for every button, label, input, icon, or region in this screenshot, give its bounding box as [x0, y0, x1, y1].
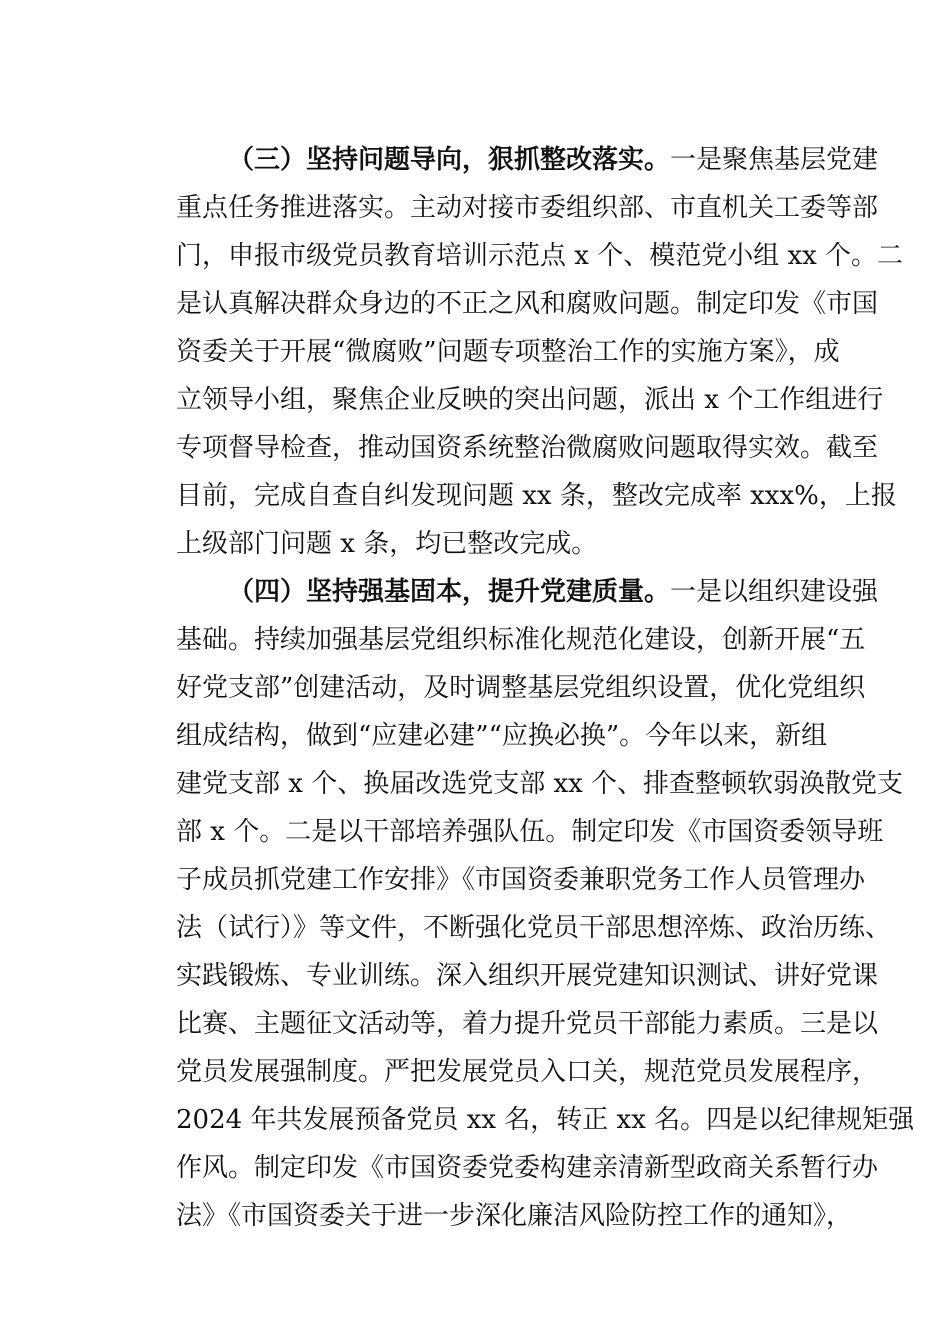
section-3-line: 资委关于开展“微腐败”问题专项整治工作的实施方案》，成 [176, 337, 840, 367]
section-3-heading: （三）坚持问题导向，狠抓整改落实。 [228, 145, 671, 175]
section-4-line: 实践锻炼、专业训练。深入组织开展党建知识测试、讲好党课 [176, 961, 879, 991]
section-4-line: 比赛、主题征文活动等，着力提升党员干部能力素质。三是以 [176, 1009, 879, 1039]
section-3-line: 立领导小组，聚焦企业反映的突出问题，派出 x 个工作组进行 [176, 385, 884, 415]
section-3-first-line [228, 136, 888, 184]
section-4-line: 建党支部 x 个、换届改选党支部 xx 个、排查整顿软弱涣散党支 [176, 769, 904, 799]
section-3-line: 是认真解决群众身边的不正之风和腐败问题。制定印发《市国 [176, 289, 879, 319]
section-4-line: 党员发展强制度。严把发展党员入口关，规范党员发展程序， [176, 1057, 879, 1087]
section-4-line: 组成结构，做到“应建必建”“应换必换”。今年以来，新组 [176, 721, 828, 751]
section-4-line: 好党支部”创建活动，及时调整基层党组织设置，优化党组织 [176, 673, 866, 703]
section-4-line: 部 x 个。二是以干部培养强队伍。制定印发《市国资委领导班 [176, 817, 884, 847]
section-3-line: 专项督导检查，推动国资系统整治微腐败问题取得实效。截至 [176, 433, 879, 463]
section-4-line: 法》《市国资委关于进一步深化廉洁风险防控工作的通知》， [176, 1201, 853, 1231]
section-4-line: 法（试行）》等文件，不断强化党员干部思想淬炼、政治历练、 [176, 913, 892, 943]
section-4-line: 作风。制定印发《市国资委党委构建亲清新型政商关系暂行办 [176, 1153, 879, 1183]
section-4-heading: （四）坚持强基固本，提升党建质量。 [228, 577, 671, 607]
section-3-line: 目前，完成自查自纠发现问题 xx 条，整改完成率 xxx%，上报 [176, 481, 897, 511]
section-3-line: 重点任务推进落实。主动对接市委组织部、市直机关工委等部 [176, 193, 879, 223]
section-3-line-text: 一是聚焦基层党建 [670, 145, 879, 175]
section-4-line: 2024 年共发展预备党员 xx 名，转正 xx 名。四是以纪律规矩强 [176, 1105, 915, 1135]
section-4-line-text: 一是以组织建设强 [670, 577, 879, 607]
section-3-line: 门，申报市级党员教育培训示范点 x 个、模范党小组 xx 个。二 [176, 241, 904, 271]
section-4-line: 基础。持续加强基层党组织标准化规范化建设，创新开展“五 [176, 625, 866, 655]
section-4-line: 子成员抓党建工作安排》《市国资委兼职党务工作人员管理办 [176, 865, 866, 895]
section-3-line: 上级部门问题 x 条，均已整改完成。 [176, 529, 598, 559]
section-4-first-line [228, 568, 888, 616]
